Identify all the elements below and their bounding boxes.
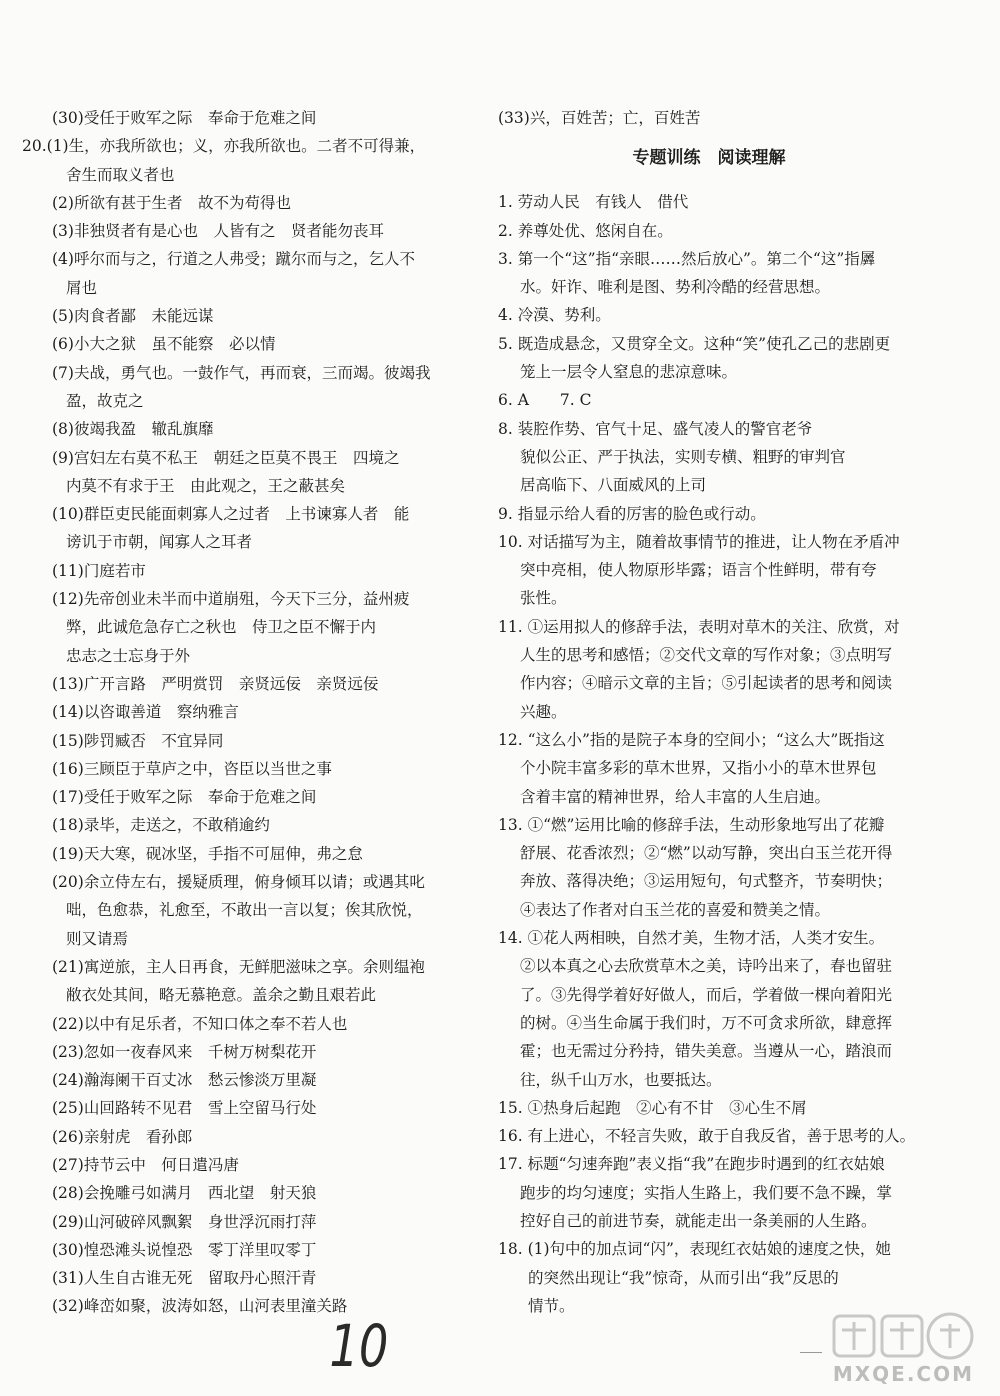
right-answer-line: 个小院丰富多彩的草木世界，又指小小的草木世界包 <box>520 759 877 778</box>
right-answer-line: 15. ①热身后起跑 ②心有不甘 ③心生不屑 <box>498 1098 807 1117</box>
left-answer-line: (24)瀚海阑干百丈冰 愁云惨淡万里凝 <box>52 1071 317 1090</box>
left-answer-line: (11)门庭若市 <box>52 561 146 580</box>
right-answer-line: 霍；也无需过分矜持，错失美意。当遵从一心，踏浪而 <box>520 1042 893 1061</box>
left-answer-line: (27)持节云中 何日遣冯唐 <box>52 1155 239 1174</box>
left-answer-line: (13)广开言路 严明赏罚 亲贤远佞 亲贤远佞 <box>52 674 379 693</box>
left-answer-line: (9)宫妇左右莫不私王 朝廷之臣莫不畏王 四境之 <box>52 448 400 467</box>
right-answer-line: 1. 劳动人民 有钱人 借代 <box>498 193 689 212</box>
left-answer-line: (20)余立侍左右，援疑质理，俯身倾耳以请；或遇其叱 <box>52 873 425 892</box>
right-answer-line: 13. ①“燃”运用比喻的修辞手法，生动形象地写出了花瓣 <box>498 815 885 834</box>
right-answer-line: 笼上一层令人窒息的悲凉意味。 <box>520 363 738 382</box>
section-title: 专题训练 阅读理解 <box>632 148 786 169</box>
right-answer-line: 作内容；④暗示文章的主旨；⑤引起读者的思考和阅读 <box>520 674 893 693</box>
left-answer-line: 敝衣处其间，略无慕艳意。盖余之勤且艰若此 <box>66 986 377 1005</box>
left-answer-line: (16)三顾臣于草庐之中，咨臣以当世之事 <box>52 759 332 778</box>
right-answer-line: 跑步的均匀速度；实指人生路上，我们要不急不躁，掌 <box>520 1183 893 1202</box>
right-answer-line: 的突然出现让“我”惊奇，从而引出“我”反思的 <box>528 1268 839 1287</box>
left-answer-line: (5)肉食者鄙 未能远谋 <box>52 307 214 326</box>
right-answer-line: 16. 有上进心，不轻言失败，敢于自我反省，善于思考的人。 <box>498 1127 916 1146</box>
right-answer-line: 含着丰富的精神世界，给人丰富的人生启迪。 <box>520 787 831 806</box>
right-answer-line: 张性。 <box>520 589 567 608</box>
right-answer-line: 10. 对话描写为主，随着故事情节的推进，让人物在矛盾冲 <box>498 532 900 551</box>
right-answer-line: 5. 既造成悬念，又贯穿全文。这种“笑”使孔乙己的悲剧更 <box>498 334 891 353</box>
right-answer-line: 情节。 <box>528 1296 575 1315</box>
left-answer-line: (23)忽如一夜春风来 千树万树梨花开 <box>52 1042 317 1061</box>
right-answer-line: 舒展、花香浓烈；②“燃”以动写静，突出白玉兰花开得 <box>520 844 893 863</box>
left-answer-line: 盈，故克之 <box>66 391 144 410</box>
left-answer-line: (17)受任于败军之际 奉命于危难之间 <box>52 788 317 807</box>
left-answer-line: (7)夫战，勇气也。一鼓作气，再而衰，三而竭。彼竭我 <box>52 363 431 382</box>
left-answer-line: (31)人生自古谁无死 留取丹心照汗青 <box>52 1269 317 1288</box>
watermark-text: MXQE.COM <box>832 1362 974 1386</box>
left-answer-line: (30)受任于败军之际 奉命于危难之间 <box>52 109 317 127</box>
right-answer-line: 2. 养尊处优、悠闲自在。 <box>498 221 673 240</box>
left-answer-line: 弊，此诚危急存亡之秋也 侍卫之臣不懈于内 <box>66 618 377 637</box>
right-answer-line: 18. (1)句中的加点词“闪”，表现红衣姑娘的速度之快，她 <box>498 1240 891 1259</box>
watermark-logo-icon <box>830 1308 980 1368</box>
left-answer-line: (4)呼尔而与之，行道之人弗受；蹴尔而与之，乞人不 <box>52 250 415 269</box>
right-answer-line: 3. 第一个“这”指“亲眼……然后放心”。第二个“这”指羼 <box>498 249 876 268</box>
right-answer-line: 17. 标题“匀速奔跑”表义指“我”在跑步时遇到的红衣姑娘 <box>498 1155 885 1174</box>
right-answer-line: 突中亮相，使人物原形毕露；语言个性鲜明，带有夸 <box>520 561 877 580</box>
right-answer-line: ④表达了作者对白玉兰花的喜爱和赞美之情。 <box>520 900 831 919</box>
right-answer-line: 兴趣。 <box>520 702 567 721</box>
right-answer-line: 9. 指显示给人看的厉害的脸色或行动。 <box>498 504 766 523</box>
left-answer-line: 则又请焉 <box>66 929 129 948</box>
left-answer-line: (22)以中有足乐者，不知口体之奉不若人也 <box>52 1014 348 1033</box>
right-answer-line: 的树。④当生命属于我们时，万不可贪求所欲，肆意挥 <box>520 1013 893 1032</box>
left-answer-line: (19)天大寒，砚冰坚，手指不可屈伸，弗之怠 <box>52 844 363 863</box>
page-number: 10 <box>329 1312 389 1380</box>
left-answer-line: (15)陟罚臧否 不宜异同 <box>52 731 224 750</box>
left-answer-line: (6)小大之狱 虽不能察 必以情 <box>52 335 276 354</box>
left-answer-line: 屑也 <box>66 278 98 297</box>
left-answer-line: (26)亲射虎 看孙郎 <box>52 1127 193 1146</box>
left-answer-line: (18)录毕，走送之，不敢稍逾约 <box>52 816 270 835</box>
right-answer-line: 人生的思考和感悟；②交代文章的写作对象；③点明写 <box>520 646 893 665</box>
left-answer-line: 20.(1)生，亦我所欲也；义，亦我所欲也。二者不可得兼， <box>22 137 426 156</box>
watermark <box>820 1300 990 1390</box>
left-answer-line: (3)非独贤者有是心也 人皆有之 贤者能勿丧耳 <box>52 222 384 241</box>
right-answer-line: 12. “这么小”指的是院子本身的空间小；“这么大”既指这 <box>498 730 885 749</box>
left-answer-line: (12)先帝创业未半而中道崩殂，今天下三分，益州疲 <box>52 590 410 609</box>
left-answer-line: 舍生而取义者也 <box>66 165 175 184</box>
left-answer-line: (30)惶恐滩头说惶恐 零丁洋里叹零丁 <box>52 1240 317 1259</box>
divider-dash <box>800 1352 822 1353</box>
right-answer-line: 居高临下、八面威风的上司 <box>520 476 707 495</box>
left-answer-line: (32)峰峦如聚，波涛如怒，山河表里潼关路 <box>52 1297 348 1316</box>
right-answer-line: 6. A 7. C <box>498 391 592 410</box>
answer-33: (33)兴，百姓苦；亡，百姓苦 <box>498 109 701 127</box>
right-answer-line: 8. 装腔作势、官气十足、盛气凌人的警官老爷 <box>498 419 813 438</box>
right-answer-line: 11. ①运用拟人的修辞手法，表明对草木的关注、欣赏，对 <box>498 617 900 636</box>
left-answer-line: (2)所欲有甚于生者 故不为苟得也 <box>52 193 291 212</box>
left-column <box>22 104 470 1321</box>
left-answer-line: (25)山回路转不见君 雪上空留马行处 <box>52 1099 317 1118</box>
right-answer-line: 奔放、落得决绝；③运用短句，句式整齐，节奏明快； <box>520 872 893 891</box>
left-answer-line: (10)群臣吏民能面刺寡人之过者 上书谏寡人者 能 <box>52 505 410 524</box>
left-answer-line: (28)会挽雕弓如满月 西北望 射天狼 <box>52 1184 317 1203</box>
left-answer-line: 内莫不有求于王 由此观之，王之蔽甚矣 <box>66 476 346 495</box>
left-answer-line: 谤讥于市朝，闻寡人之耳者 <box>66 533 253 552</box>
right-answer-line: 貌似公正、严于执法，实则专横、粗野的审判官 <box>520 447 846 466</box>
right-answer-line: 控好自己的前进节奏，就能走出一条美丽的人生路。 <box>520 1211 877 1230</box>
right-answer-line: 了。③先得学着好好做人，而后，学着做一棵向着阳光 <box>520 985 893 1004</box>
left-answer-line: (21)寓逆旅，主人日再食，无鲜肥滋味之享。余则缊袍 <box>52 957 425 976</box>
right-answer-line: 4. 冷漠、势利。 <box>498 306 611 325</box>
left-answer-line: (8)彼竭我盈 辙乱旗靡 <box>52 420 214 439</box>
right-answer-line: 14. ①花人两相映，自然才美，生物才活，人类才安生。 <box>498 929 885 948</box>
left-answer-line: 咄，色愈恭，礼愈至，不敢出一言以复；俟其欣悦， <box>66 901 423 920</box>
right-answer-line: 往，纵千山万水，也要抵达。 <box>520 1070 722 1089</box>
left-answer-line: (14)以咨诹善道 察纳雅言 <box>52 703 239 722</box>
right-answer-line: ②以本真之心去欣赏草木之美，诗吟出来了，春也留驻 <box>520 957 893 976</box>
right-answer-line: 水。奸诈、唯利是图、势利冷酷的经营思想。 <box>520 278 831 297</box>
left-answer-line: 忠志之士忘身于外 <box>66 646 191 665</box>
left-answer-line: (29)山河破碎风飘絮 身世浮沉雨打萍 <box>52 1212 317 1231</box>
right-column <box>498 104 916 1320</box>
